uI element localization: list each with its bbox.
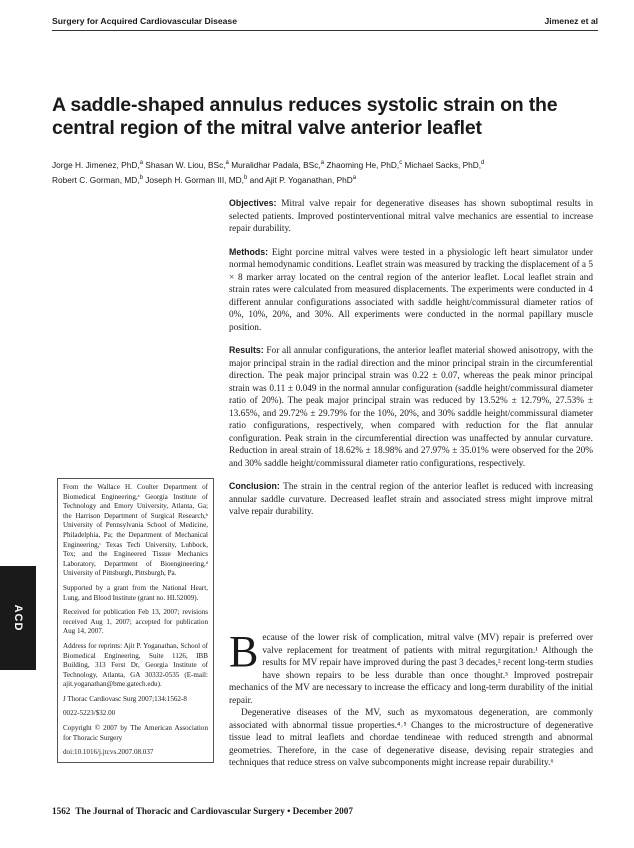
- abstract-heading: Objectives:: [229, 198, 277, 208]
- journal-name: The Journal of Thoracic and Cardiovascular Surgery • December 2007: [75, 806, 353, 816]
- author: Zhaoming He, PhD,$^c$: [326, 159, 403, 170]
- page-number: 1562: [52, 806, 71, 816]
- author: Michael Sacks, PhD,$^d$: [404, 159, 485, 170]
- abstract-text: The strain in the central region of the anterior leaflet is reduced with increasing annular saddle curvature. Decreased leaflet strain and associated stress might improve mitral valve repair durability.: [229, 482, 594, 517]
- author: Robert C. Gorman, MD,$^b$: [52, 174, 143, 185]
- body-text: [229, 627, 593, 770]
- abstract-objectives: [229, 197, 593, 236]
- citation: J Thorac Cardiovasc Surg 2007;134:1562-8: [63, 694, 187, 703]
- abstract: [229, 197, 593, 529]
- author-list: [52, 157, 612, 187]
- header-rule: [52, 30, 598, 31]
- affiliations: From the Wallace H. Coulter Department of Biomedical Engineering,ᵃ Georgia Institute of Technology and Emory University, Atlanta, Ga; the Harrison Department of Surgical Research,ᵇ University of Pennsylvania School of Medicine, Philadelphia, Pa; the Department of Mechanical Engineering,ᶜ Texas Tech University, Lubbock, Tex; and the Engineered Tissue Mechanics Laboratory, Department of Bioengineering,ᵈ University of Pittsburgh, Pittsburgh, Pa.: [63, 483, 208, 578]
- issn-price: 0022-5223/$32.00: [63, 709, 116, 718]
- author: and Ajit P. Yoganathan, PhD$^a$: [249, 174, 357, 185]
- abstract-conclusion: [229, 480, 593, 519]
- article-title: A saddle-shaped annulus reduces systolic strain on the central region of the mitral valve anterior leaflet: [52, 94, 558, 139]
- drop-cap: B: [229, 627, 259, 676]
- received-dates: Received for publication Feb 13, 2007; revisions received Aug 1, 2007; accepted for publication Aug 14, 2007.: [63, 608, 208, 636]
- author: Shasan W. Liou, BSc,$^a$: [145, 159, 229, 170]
- abstract-text: Eight porcine mitral valves were tested in a physiologic left heart simulator under normal hemodynamic conditions. Leaflet strain was measured by tracking the displacement of a 5 × 8 marker array located on the central region of the anterior leaflet. Local leaflet strain and strain rates were calculated from measured displacements. The experiments were conducted in 4 different annular configurations associated with saddle height/commissural diameter ratios of 0%, 10%, 20%, and 30%. All experiments were conducted in the normal papillary muscle position.: [229, 247, 594, 333]
- doi: doi:10.1016/j.jtcvs.2007.08.037: [63, 748, 154, 757]
- abstract-text: Mitral valve repair for degenerative diseases has shown suboptimal results in selected patients. Improved postinterventional mitral valve mechanics are essential to increase repair durability.: [229, 199, 593, 234]
- abstract-text: For all annular configurations, the anterior leaflet material showed anisotropy, with the major principal strain in the radial direction and the minor principal strain in the circumferential direction. The peak major principal strain was 0.22 ± 0.07, whereas the peak minor principal strain was 0.11 ± 0.049 in the normal annular configuration (saddle height/commissural diameter ratio of 20%). The peak major principal strain was reduced by 13.52% ± 12.79%, 27.53% ± 13.65%, and 29.72% ± 29.79% for the 10%, 20%, and 30% saddle height/commissural diameter ratio configurations, respectively, when compared with reduction for the flat annular configuration. Peak strain in the circumferential direction was unaffected by annular curvature. Reduction in areal strain of 18.62% ± 18.98% and 27.97% ± 35.01% were observed for the 20% and 30% saddle height/commissural diameter ratio configurations, respectively.: [229, 346, 593, 469]
- running-header-authors: Jimenez et al: [544, 16, 598, 26]
- abstract-heading: Conclusion:: [229, 481, 280, 491]
- affiliations-box: [57, 478, 214, 763]
- abstract-heading: Results:: [229, 345, 264, 355]
- author: Jorge H. Jimenez, PhD,$^a$: [52, 159, 143, 170]
- abstract-methods: [229, 246, 593, 335]
- author: Muralidhar Padala, BSc,$^a$: [231, 159, 324, 170]
- abstract-heading: Methods:: [229, 246, 269, 257]
- body-paragraph: Because of the lower risk of complication, mitral valve (MV) repair is preferred over valve replacement for treatment of patients with mitral regurgitation.¹ Although the results for MV repair have improved during the past 3 decades,² recent long-term studies have shown repairs to be less durable than once thought.³ Improved postrepair mechanics of the MV are necessary to increase the efficacy and long-term durability of the initial repair.: [229, 627, 593, 706]
- section-tab-label: ACD: [12, 604, 24, 632]
- page-footer: [52, 806, 353, 816]
- funding-note: Supported by a grant from the National Heart, Lung, and Blood Institute (grant no. HL52009).: [63, 583, 208, 602]
- copyright: Copyright © 2007 by The American Association for Thoracic Surgery: [63, 724, 208, 742]
- body-paragraph: Degenerative diseases of the MV, such as myxomatous degeneration, are commonly associated with abnormal tissue properties.⁴˒⁵ Changes to the microstructure of degenerative tissue lead to mitral leaflets and chordae tendineae with reduced strength and abnormal geometries. Therefore, in the case of degenerative disease, devising repair strategies and techniques that reduce stress on valve subcomponents might increase repair durability.⁶: [229, 708, 593, 768]
- reprint-address: Address for reprints: Ajit P. Yoganathan, School of Biomedical Engineering, Suite 1126, IBB Building, 313 Ferst Dr, Georgia Institute of Technology, Atlanta, GA 30332-0535 (E-mail: ajit.yoganathan@bme.gatech.edu).: [63, 641, 208, 689]
- section-tab: [0, 566, 36, 670]
- abstract-results: [229, 344, 593, 470]
- author: Joseph H. Gorman III, MD,$^b$: [145, 174, 248, 185]
- running-header-section: Surgery for Acquired Cardiovascular Disease: [52, 16, 237, 26]
